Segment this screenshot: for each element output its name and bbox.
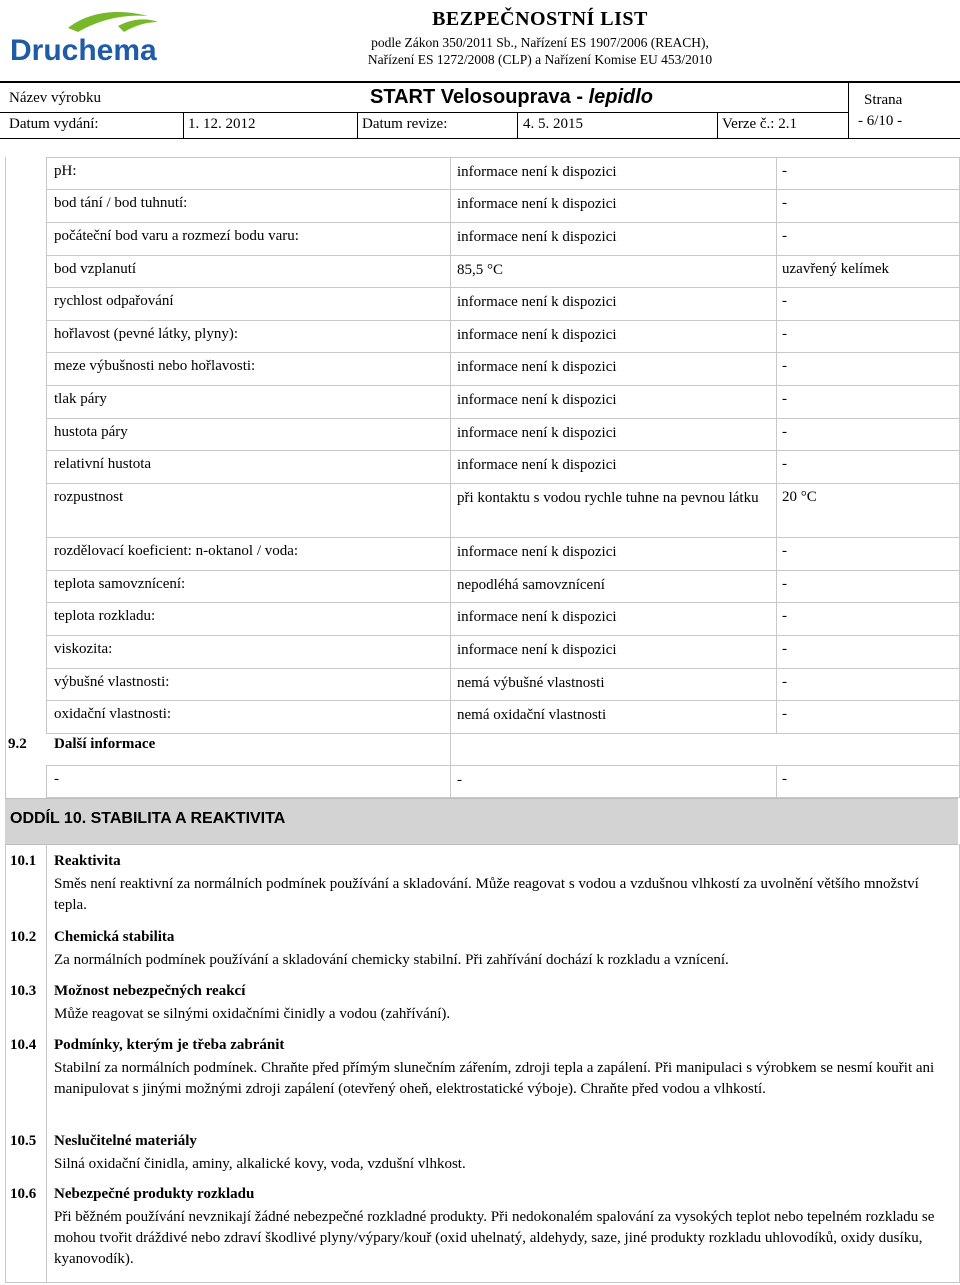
property-note: - [782, 608, 787, 624]
document-subtitle-line-1: podle Zákon 350/2011 Sb., Nařízení ES 1907/2006 (REACH), [371, 35, 709, 50]
property-note: - [782, 641, 787, 657]
property-note: - [782, 576, 787, 592]
header-mid-rule [0, 112, 848, 113]
revision-date: 4. 5. 2015 [523, 116, 583, 132]
property-value: nemá výbušné vlastnosti [457, 675, 605, 691]
table-row [46, 537, 959, 570]
product-name [370, 86, 653, 109]
subsection-text: Směs není reaktivní za normálních podmínek používání a skladování. Může reagovat s vodou a vzdušnou vlhkostí za uvolnění většího množství tepla. [54, 876, 919, 913]
info-note: - [782, 771, 787, 787]
document-title: BEZPEČNOSTNÍ LIST [432, 8, 648, 30]
property-note: - [782, 163, 787, 179]
revision-date-label: Datum revize: [362, 116, 448, 132]
table-row [46, 668, 959, 701]
property-value: při kontaktu s vodou rychle tuhne na pevnou látku [457, 490, 759, 506]
info-value: - [457, 772, 462, 788]
section-10-title: ODDÍL 10. STABILITA A REAKTIVITA [10, 810, 286, 827]
header-divider [717, 112, 718, 138]
table-row [46, 602, 959, 635]
property-note: - [782, 543, 787, 559]
table-row [46, 450, 959, 483]
document-subtitle-line-2: Nařízení ES 1272/2008 (CLP) a Nařízení Komise EU 453/2010 [367, 52, 713, 67]
version-number: Verze č.: 2.1 [722, 116, 797, 132]
table-row [46, 570, 959, 603]
property-note: - [782, 195, 787, 211]
table-row [46, 352, 959, 385]
property-value: informace není k dispozici [457, 294, 617, 310]
subsection-number: 10.5 [10, 1133, 37, 1149]
property-value: informace není k dispozici [457, 642, 617, 658]
subsection-number: 10.4 [10, 1037, 37, 1053]
page-label: Strana [864, 92, 903, 108]
column-divider [776, 157, 777, 798]
subsection-title: Nebezpečné produkty rozkladu [54, 1186, 255, 1202]
property-value: informace není k dispozici [457, 229, 617, 245]
property-name: bod vzplanutí [54, 261, 137, 277]
property-note: - [782, 326, 787, 342]
subsection-number: 10.3 [10, 983, 37, 999]
table-row [46, 635, 959, 668]
product-name-variant: lepidlo [588, 86, 654, 108]
subsection-text: Stabilní za normálních podmínek. Chraňte před přímým slunečním zářením, zdroji tepla a zapálení. Při manipulaci s výrobkem se nesmí kouřit ani manipulovat s jinými možnými zdroji zapálení (otevřený oheň, elektrostatické výboje). Chraňte před vodou a vlhkostí. [54, 1060, 935, 1097]
property-note: - [782, 228, 787, 244]
property-note: - [782, 674, 787, 690]
property-value: informace není k dispozici [457, 457, 617, 473]
property-value: nepodléhá samovznícení [457, 577, 605, 593]
header-divider [357, 112, 358, 138]
table-row [46, 189, 959, 222]
section-9-2-title-cell [451, 734, 958, 765]
subsection-number: 10.6 [10, 1186, 37, 1202]
property-note: - [782, 293, 787, 309]
property-value: 85,5 °C [457, 262, 504, 278]
property-value: informace není k dispozici [457, 425, 617, 441]
property-name: pH: [54, 163, 77, 179]
property-value: informace není k dispozici [457, 544, 617, 560]
header-divider [517, 112, 518, 138]
table-row [46, 418, 959, 451]
product-name-main: START Velosouprava - [370, 86, 589, 108]
subsection-title: Možnost nebezpečných reakcí [54, 983, 246, 999]
issue-date: 1. 12. 2012 [188, 116, 256, 132]
property-note: - [782, 456, 787, 472]
property-name: bod tání / bod tuhnutí: [54, 195, 188, 211]
property-note: uzavřený kelímek [782, 261, 890, 277]
property-name: relativní hustota [54, 456, 152, 472]
subsection-text: Za normálních podmínek používání a skladování chemicky stabilní. Při zahřívání dochází k rozkladu a vznícení. [54, 952, 729, 968]
property-name: tlak páry [54, 391, 107, 407]
subsection-title: Podmínky, kterým je třeba zabránit [54, 1037, 285, 1053]
table-row [46, 765, 959, 798]
property-name: teplota rozkladu: [54, 608, 156, 624]
page-number: - 6/10 - [858, 113, 903, 129]
property-name: teplota samovznícení: [54, 576, 186, 592]
subsection-title: Reaktivita [54, 853, 121, 869]
subsection-title: Chemická stabilita [54, 929, 175, 945]
property-note: - [782, 424, 787, 440]
header-divider [848, 83, 849, 138]
property-value: informace není k dispozici [457, 327, 617, 343]
table-row [46, 483, 959, 537]
property-name: oxidační vlastnosti: [54, 706, 172, 722]
subsection-text: Při běžném používání nevznikají žádné nebezpečné rozkladné produkty. Při nedokonalém spalování za vysokých teplot nebo tepelném rozkladu se mohou tvořit dráždivé nebo zdraví škodlivé plyny/výpary/kouř (oxid uhelnatý, aldehydy, saze, jiné produkty rozkladu uhlovodíků, oxidy dusíku, kyanovodík). [54, 1209, 935, 1267]
issue-date-label: Datum vydání: [9, 116, 99, 132]
property-name: rozpustnost [54, 489, 124, 505]
subsection-number: 10.1 [10, 853, 37, 869]
table-row [46, 255, 959, 288]
property-value: informace není k dispozici [457, 164, 617, 180]
column-divider [450, 157, 451, 798]
druchema-logo [8, 6, 178, 70]
property-value: informace není k dispozici [457, 196, 617, 212]
logo-wordmark: Druchema [10, 34, 157, 67]
property-note: - [782, 706, 787, 722]
property-value: informace není k dispozici [457, 609, 617, 625]
table-row [46, 700, 959, 733]
logo-swoosh-icon [8, 6, 178, 70]
subsection-text: Silná oxidační činidla, aminy, alkalické kovy, voda, vzdušní vlhkost. [54, 1156, 466, 1172]
table-row [46, 385, 959, 418]
subsection-number: 10.2 [10, 929, 37, 945]
property-name: počáteční bod varu a rozmezí bodu varu: [54, 228, 299, 244]
section-number: 9.2 [8, 736, 27, 752]
header-top-rule [0, 81, 960, 83]
table-row [46, 320, 959, 353]
header-bottom-rule [0, 138, 960, 139]
subsection-text: Může reagovat se silnými oxidačními činidly a vodou (zahřívání). [54, 1006, 451, 1022]
table-row [46, 222, 959, 255]
section-title: Další informace [54, 736, 156, 752]
property-name: meze výbušnosti nebo hořlavosti: [54, 358, 256, 374]
product-name-label: Název výrobku [9, 90, 102, 106]
property-note: 20 °C [782, 489, 817, 505]
property-name: rozdělovací koeficient: n-oktanol / voda: [54, 543, 299, 559]
section-10-inner-border [46, 844, 47, 1282]
property-note: - [782, 391, 787, 407]
table-row [46, 287, 959, 320]
info-name: - [54, 771, 59, 787]
property-value: informace není k dispozici [457, 392, 617, 408]
header-divider [183, 112, 184, 138]
property-note: - [782, 358, 787, 374]
table-row [46, 157, 959, 190]
property-name: hořlavost (pevné látky, plyny): [54, 326, 238, 342]
property-name: rychlost odpařování [54, 293, 174, 309]
property-value: informace není k dispozici [457, 359, 617, 375]
property-name: hustota páry [54, 424, 128, 440]
property-value: nemá oxidační vlastnosti [457, 707, 607, 723]
property-name: výbušné vlastnosti: [54, 674, 170, 690]
property-name: viskozita: [54, 641, 113, 657]
subsection-title: Neslučitelné materiály [54, 1133, 197, 1149]
